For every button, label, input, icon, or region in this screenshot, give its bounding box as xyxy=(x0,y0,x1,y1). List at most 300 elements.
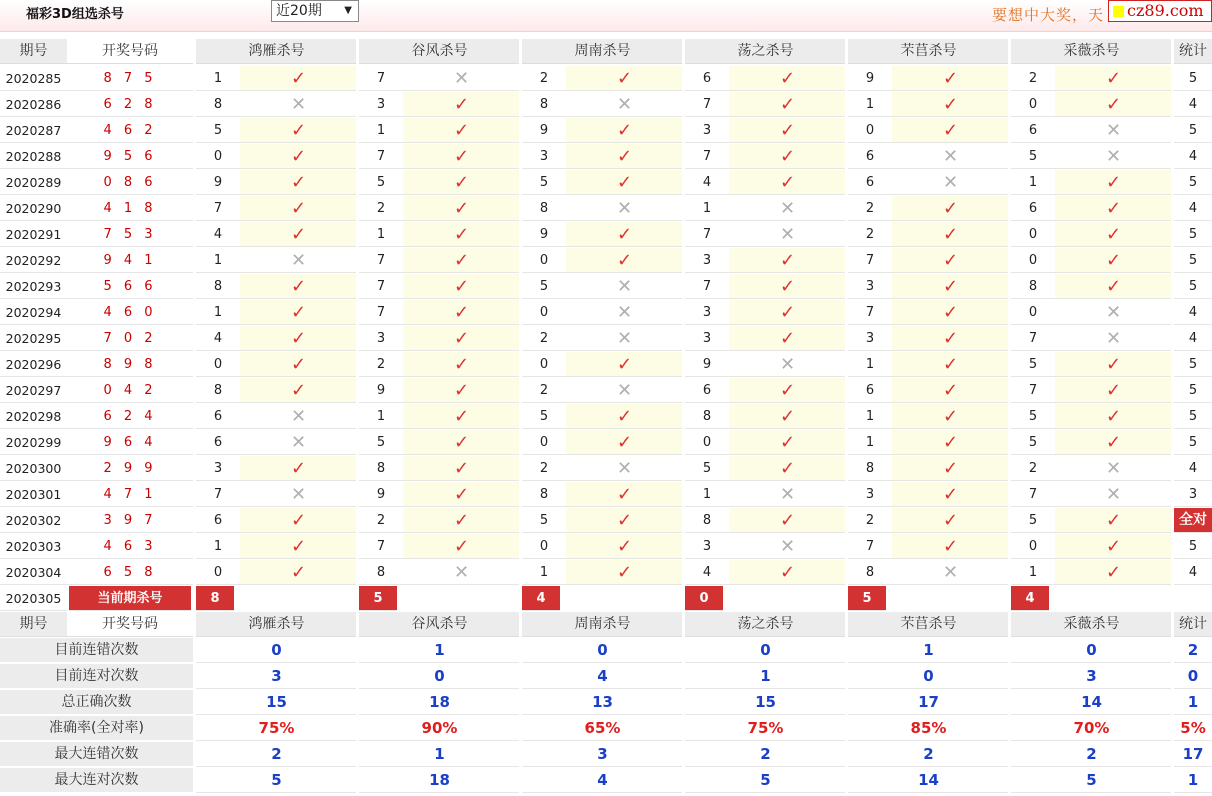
kill-number: 3 xyxy=(685,118,729,143)
column-divider xyxy=(519,38,522,796)
cross-icon: ✕ xyxy=(892,144,1009,169)
cross-icon: ✕ xyxy=(1055,118,1172,143)
stats-value: 1 xyxy=(359,638,520,663)
check-icon: ✓ xyxy=(892,352,1009,377)
kill-number: 9 xyxy=(685,352,729,377)
kill-number: 2 xyxy=(522,326,566,351)
cross-icon: ✕ xyxy=(240,482,357,507)
kill-number: 0 xyxy=(196,352,240,377)
draw-numbers: 6 2 8 xyxy=(67,92,193,117)
kill-number: 1 xyxy=(196,248,240,273)
check-icon: ✓ xyxy=(403,456,520,481)
kill-number: 1 xyxy=(1011,170,1055,195)
kill-number: 3 xyxy=(848,482,892,507)
row-total: 4 xyxy=(1174,144,1212,169)
kill-number: 8 xyxy=(522,482,566,507)
stats-row xyxy=(0,638,1212,664)
check-icon: ✓ xyxy=(240,144,357,169)
check-icon: ✓ xyxy=(566,118,683,143)
check-icon: ✓ xyxy=(892,404,1009,429)
issue-number: 2020299 xyxy=(0,430,67,455)
issue-number: 2020302 xyxy=(0,508,67,533)
check-icon: ✓ xyxy=(240,560,357,585)
kill-number: 0 xyxy=(522,430,566,455)
draw-numbers: 4 1 8 xyxy=(67,196,193,221)
issue-number: 2020297 xyxy=(0,378,67,403)
kill-number: 7 xyxy=(848,300,892,325)
stats-value: 1 xyxy=(359,742,520,767)
kill-number: 6 xyxy=(196,404,240,429)
kill-number: 4 xyxy=(685,560,729,585)
issue-number: 2020286 xyxy=(0,92,67,117)
stats-value: 14 xyxy=(848,768,1009,793)
table-row xyxy=(0,378,1212,404)
kill-number: 1 xyxy=(196,534,240,559)
kill-number: 7 xyxy=(848,248,892,273)
check-icon: ✓ xyxy=(729,560,846,585)
check-icon: ✓ xyxy=(403,92,520,117)
row-total: 5 xyxy=(1174,222,1212,247)
kill-number: 3 xyxy=(685,248,729,273)
kill-number: 1 xyxy=(1011,560,1055,585)
header-expert-6: 采薇杀号 xyxy=(1011,39,1172,64)
cross-icon: ✕ xyxy=(1055,326,1172,351)
kill-number: 7 xyxy=(359,66,403,91)
row-total: 5 xyxy=(1174,274,1212,299)
stats-value: 17 xyxy=(848,690,1009,715)
cross-icon: ✕ xyxy=(240,92,357,117)
row-total: 4 xyxy=(1174,560,1212,585)
kill-number: 0 xyxy=(196,144,240,169)
kill-number: 0 xyxy=(522,300,566,325)
all-correct-badge: 全对 xyxy=(1174,508,1212,533)
kill-number: 1 xyxy=(359,118,403,143)
stats-row xyxy=(0,716,1212,742)
check-icon: ✓ xyxy=(1055,430,1172,455)
kill-number: 6 xyxy=(1011,196,1055,221)
stats-value: 2 xyxy=(848,742,1009,767)
current-kill-number: 4 xyxy=(1011,586,1049,611)
check-icon: ✓ xyxy=(566,248,683,273)
stats-row xyxy=(0,768,1212,794)
kill-number: 8 xyxy=(196,378,240,403)
check-icon: ✓ xyxy=(729,144,846,169)
issue-number: 2020294 xyxy=(0,300,67,325)
kill-number: 3 xyxy=(685,326,729,351)
stats-value: 5 xyxy=(196,768,357,793)
column-divider xyxy=(1171,38,1174,796)
check-icon: ✓ xyxy=(566,222,683,247)
stats-value: 4 xyxy=(522,664,683,689)
stats-value: 3 xyxy=(522,742,683,767)
draw-numbers: 6 5 8 xyxy=(67,560,193,585)
stats-total: 1 xyxy=(1174,690,1212,715)
kill-number: 1 xyxy=(685,482,729,507)
cross-icon: ✕ xyxy=(240,430,357,455)
kill-number: 7 xyxy=(196,482,240,507)
check-icon: ✓ xyxy=(892,300,1009,325)
check-icon: ✓ xyxy=(240,534,357,559)
kill-number: 8 xyxy=(685,404,729,429)
stats-value: 18 xyxy=(359,768,520,793)
draw-numbers: 4 6 0 xyxy=(67,300,193,325)
kill-number: 5 xyxy=(522,170,566,195)
row-total: 5 xyxy=(1174,352,1212,377)
kill-number: 5 xyxy=(1011,352,1055,377)
check-icon: ✓ xyxy=(240,170,357,195)
issue-number: 2020287 xyxy=(0,118,67,143)
header-draw: 开奖号码 xyxy=(67,39,193,64)
stats-row xyxy=(0,664,1212,690)
top-bar xyxy=(0,0,1212,32)
header-expert-2: 谷风杀号 xyxy=(359,612,520,637)
check-icon: ✓ xyxy=(566,534,683,559)
check-icon: ✓ xyxy=(892,430,1009,455)
site-logo[interactable] xyxy=(1108,0,1212,22)
kill-number: 5 xyxy=(196,118,240,143)
kill-number: 0 xyxy=(1011,300,1055,325)
issue-number: 2020291 xyxy=(0,222,67,247)
marquee-text[interactable]: 要想中大奖，天 xyxy=(992,6,1105,24)
table-row xyxy=(0,196,1212,222)
kill-number: 8 xyxy=(848,456,892,481)
kill-number: 0 xyxy=(522,534,566,559)
issue-number: 2020289 xyxy=(0,170,67,195)
check-icon: ✓ xyxy=(729,508,846,533)
table-row xyxy=(0,352,1212,378)
draw-numbers: 3 9 7 xyxy=(67,508,193,533)
check-icon: ✓ xyxy=(240,326,357,351)
header-draw: 开奖号码 xyxy=(67,612,193,637)
check-icon: ✓ xyxy=(1055,560,1172,585)
stats-label: 最大连错次数 xyxy=(0,742,193,767)
kill-number: 0 xyxy=(685,430,729,455)
row-total: 5 xyxy=(1174,248,1212,273)
kill-number: 8 xyxy=(196,274,240,299)
check-icon: ✓ xyxy=(566,144,683,169)
kill-number: 0 xyxy=(1011,222,1055,247)
check-icon: ✓ xyxy=(403,508,520,533)
stats-value: 2 xyxy=(1011,742,1172,767)
kill-number: 6 xyxy=(685,378,729,403)
row-total: 4 xyxy=(1174,456,1212,481)
cross-icon: ✕ xyxy=(566,196,683,221)
cross-icon: ✕ xyxy=(729,352,846,377)
period-select[interactable] xyxy=(271,0,359,22)
check-icon: ✓ xyxy=(892,92,1009,117)
stats-value: 0 xyxy=(848,664,1009,689)
cross-icon: ✕ xyxy=(403,560,520,585)
header-issue: 期号 xyxy=(0,612,67,637)
issue-number: 2020295 xyxy=(0,326,67,351)
cross-icon: ✕ xyxy=(729,196,846,221)
check-icon: ✓ xyxy=(892,534,1009,559)
table-row xyxy=(0,118,1212,144)
issue-number: 2020304 xyxy=(0,560,67,585)
kill-number: 2 xyxy=(522,456,566,481)
column-divider xyxy=(682,38,685,796)
kill-number: 1 xyxy=(522,560,566,585)
kill-number: 7 xyxy=(359,248,403,273)
kill-number: 4 xyxy=(196,326,240,351)
kill-number: 7 xyxy=(359,144,403,169)
kill-number: 3 xyxy=(522,144,566,169)
stats-value: 14 xyxy=(1011,690,1172,715)
check-icon: ✓ xyxy=(403,378,520,403)
draw-numbers: 4 6 3 xyxy=(67,534,193,559)
check-icon: ✓ xyxy=(403,534,520,559)
row-total: 4 xyxy=(1174,300,1212,325)
kill-number: 3 xyxy=(848,326,892,351)
cross-icon: ✕ xyxy=(1055,456,1172,481)
check-icon: ✓ xyxy=(1055,404,1172,429)
table-header-row xyxy=(0,39,1212,65)
kill-number: 8 xyxy=(359,456,403,481)
kill-number: 2 xyxy=(848,222,892,247)
kill-number: 8 xyxy=(685,508,729,533)
check-icon: ✓ xyxy=(403,248,520,273)
current-kill-number: 0 xyxy=(685,586,723,611)
kill-number: 8 xyxy=(522,92,566,117)
cross-icon: ✕ xyxy=(1055,300,1172,325)
kill-number: 1 xyxy=(848,430,892,455)
kill-number: 3 xyxy=(196,456,240,481)
issue-number: 2020290 xyxy=(0,196,67,221)
stats-value: 18 xyxy=(359,690,520,715)
logo-text: cz89.com xyxy=(1127,1,1204,20)
cross-icon: ✕ xyxy=(566,92,683,117)
check-icon: ✓ xyxy=(240,222,357,247)
check-icon: ✓ xyxy=(892,118,1009,143)
header-expert-5: 芣苢杀号 xyxy=(848,612,1009,637)
kill-number: 0 xyxy=(848,118,892,143)
header-expert-2: 谷风杀号 xyxy=(359,39,520,64)
check-icon: ✓ xyxy=(1055,534,1172,559)
kill-number: 0 xyxy=(1011,92,1055,117)
kill-number: 3 xyxy=(685,300,729,325)
row-total: 5 xyxy=(1174,430,1212,455)
draw-numbers: 7 0 2 xyxy=(67,326,193,351)
stats-value: 3 xyxy=(196,664,357,689)
header-expert-4: 荡之杀号 xyxy=(685,612,846,637)
cross-icon: ✕ xyxy=(566,326,683,351)
check-icon: ✓ xyxy=(566,430,683,455)
check-icon: ✓ xyxy=(240,378,357,403)
row-total: 5 xyxy=(1174,378,1212,403)
stats-value: 1 xyxy=(685,664,846,689)
kill-number: 3 xyxy=(359,326,403,351)
cross-icon: ✕ xyxy=(729,534,846,559)
stats-value: 13 xyxy=(522,690,683,715)
kill-number: 7 xyxy=(1011,482,1055,507)
draw-numbers: 8 9 8 xyxy=(67,352,193,377)
check-icon: ✓ xyxy=(403,352,520,377)
kill-number: 5 xyxy=(359,430,403,455)
issue-number: 2020300 xyxy=(0,456,67,481)
stats-value: 85% xyxy=(848,716,1009,741)
kill-number: 6 xyxy=(848,378,892,403)
cross-icon: ✕ xyxy=(729,482,846,507)
kill-number: 7 xyxy=(196,196,240,221)
kill-number: 0 xyxy=(522,248,566,273)
header-total: 统计 xyxy=(1174,612,1212,637)
check-icon: ✓ xyxy=(403,274,520,299)
draw-numbers: 7 5 3 xyxy=(67,222,193,247)
stats-value: 2 xyxy=(196,742,357,767)
check-icon: ✓ xyxy=(1055,222,1172,247)
check-icon: ✓ xyxy=(729,118,846,143)
stats-row xyxy=(0,742,1212,768)
check-icon: ✓ xyxy=(1055,170,1172,195)
issue-number: 2020293 xyxy=(0,274,67,299)
page-title: 福彩3D组选杀号 xyxy=(26,7,124,22)
cross-icon: ✕ xyxy=(566,456,683,481)
check-icon: ✓ xyxy=(729,404,846,429)
check-icon: ✓ xyxy=(729,248,846,273)
table-row xyxy=(0,326,1212,352)
kill-number: 5 xyxy=(522,508,566,533)
check-icon: ✓ xyxy=(892,482,1009,507)
kill-number: 8 xyxy=(1011,274,1055,299)
current-issue-number: 2020305 xyxy=(0,586,67,611)
check-icon: ✓ xyxy=(403,222,520,247)
kill-number: 5 xyxy=(685,456,729,481)
kill-number: 1 xyxy=(685,196,729,221)
row-total: 4 xyxy=(1174,92,1212,117)
stats-label: 最大连对次数 xyxy=(0,768,193,793)
cross-icon: ✕ xyxy=(566,378,683,403)
kill-number: 0 xyxy=(1011,534,1055,559)
check-icon: ✓ xyxy=(403,196,520,221)
issue-number: 2020292 xyxy=(0,248,67,273)
stats-value: 75% xyxy=(196,716,357,741)
row-total: 5 xyxy=(1174,170,1212,195)
stats-value: 2 xyxy=(685,742,846,767)
kill-number: 7 xyxy=(1011,326,1055,351)
kill-number: 8 xyxy=(196,92,240,117)
stats-value: 0 xyxy=(1011,638,1172,663)
check-icon: ✓ xyxy=(566,508,683,533)
draw-numbers: 9 5 6 xyxy=(67,144,193,169)
table-row xyxy=(0,92,1212,118)
kill-number: 2 xyxy=(1011,66,1055,91)
stats-total: 0 xyxy=(1174,664,1212,689)
stats-value: 0 xyxy=(196,638,357,663)
draw-numbers: 5 6 6 xyxy=(67,274,193,299)
check-icon: ✓ xyxy=(1055,352,1172,377)
check-icon: ✓ xyxy=(729,92,846,117)
header-expert-1: 鸿雁杀号 xyxy=(196,39,357,64)
check-icon: ✓ xyxy=(240,274,357,299)
issue-number: 2020288 xyxy=(0,144,67,169)
check-icon: ✓ xyxy=(729,274,846,299)
kill-number: 2 xyxy=(1011,456,1055,481)
check-icon: ✓ xyxy=(240,456,357,481)
cross-icon: ✕ xyxy=(240,404,357,429)
table-row xyxy=(0,534,1212,560)
header-expert-3: 周南杀号 xyxy=(522,612,683,637)
check-icon: ✓ xyxy=(403,170,520,195)
kill-number: 2 xyxy=(848,508,892,533)
draw-numbers: 0 8 6 xyxy=(67,170,193,195)
draw-numbers: 8 7 5 xyxy=(67,66,193,91)
check-icon: ✓ xyxy=(1055,378,1172,403)
cross-icon: ✕ xyxy=(566,300,683,325)
kill-number: 5 xyxy=(1011,404,1055,429)
cross-icon: ✕ xyxy=(1055,482,1172,507)
kill-number: 9 xyxy=(196,170,240,195)
stats-value: 75% xyxy=(685,716,846,741)
stats-value: 70% xyxy=(1011,716,1172,741)
kill-number: 5 xyxy=(359,170,403,195)
kill-number: 9 xyxy=(522,222,566,247)
kill-number: 2 xyxy=(359,508,403,533)
stats-value: 15 xyxy=(196,690,357,715)
check-icon: ✓ xyxy=(566,170,683,195)
check-icon: ✓ xyxy=(729,430,846,455)
kill-number: 3 xyxy=(359,92,403,117)
cross-icon: ✕ xyxy=(1055,144,1172,169)
kill-number: 5 xyxy=(1011,508,1055,533)
column-divider xyxy=(193,38,196,796)
issue-number: 2020301 xyxy=(0,482,67,507)
kill-number: 7 xyxy=(359,534,403,559)
cross-icon: ✕ xyxy=(566,274,683,299)
stats-value: 0 xyxy=(359,664,520,689)
stats-label: 目前连错次数 xyxy=(0,638,193,663)
check-icon: ✓ xyxy=(240,352,357,377)
logo-square-icon xyxy=(1113,6,1124,17)
draw-numbers: 2 9 9 xyxy=(67,456,193,481)
stats-value: 15 xyxy=(685,690,846,715)
stats-total: 1 xyxy=(1174,768,1212,793)
row-total: 5 xyxy=(1174,534,1212,559)
stats-value: 0 xyxy=(522,638,683,663)
kill-number: 0 xyxy=(196,560,240,585)
check-icon: ✓ xyxy=(729,170,846,195)
check-icon: ✓ xyxy=(892,222,1009,247)
cross-icon: ✕ xyxy=(240,248,357,273)
check-icon: ✓ xyxy=(240,66,357,91)
period-select-value: 近20期 xyxy=(276,3,322,19)
stats-label: 准确率(全对率) xyxy=(0,716,193,741)
check-icon: ✓ xyxy=(1055,508,1172,533)
kill-number: 1 xyxy=(359,222,403,247)
check-icon: ✓ xyxy=(892,508,1009,533)
kill-number: 0 xyxy=(1011,248,1055,273)
header-expert-5: 芣苢杀号 xyxy=(848,39,1009,64)
check-icon: ✓ xyxy=(892,248,1009,273)
stats-value: 90% xyxy=(359,716,520,741)
kill-number: 9 xyxy=(359,482,403,507)
issue-number: 2020285 xyxy=(0,66,67,91)
stats-value: 3 xyxy=(1011,664,1172,689)
stats-value: 4 xyxy=(522,768,683,793)
check-icon: ✓ xyxy=(240,196,357,221)
header-expert-4: 荡之杀号 xyxy=(685,39,846,64)
current-kill-number: 5 xyxy=(848,586,886,611)
current-kill-label: 当前期杀号 xyxy=(69,586,191,611)
check-icon: ✓ xyxy=(403,144,520,169)
kill-number: 2 xyxy=(359,352,403,377)
check-icon: ✓ xyxy=(403,404,520,429)
kill-number: 7 xyxy=(685,274,729,299)
current-kill-number: 5 xyxy=(359,586,397,611)
check-icon: ✓ xyxy=(566,560,683,585)
check-icon: ✓ xyxy=(403,482,520,507)
column-divider xyxy=(1008,38,1011,796)
kill-number: 6 xyxy=(196,430,240,455)
